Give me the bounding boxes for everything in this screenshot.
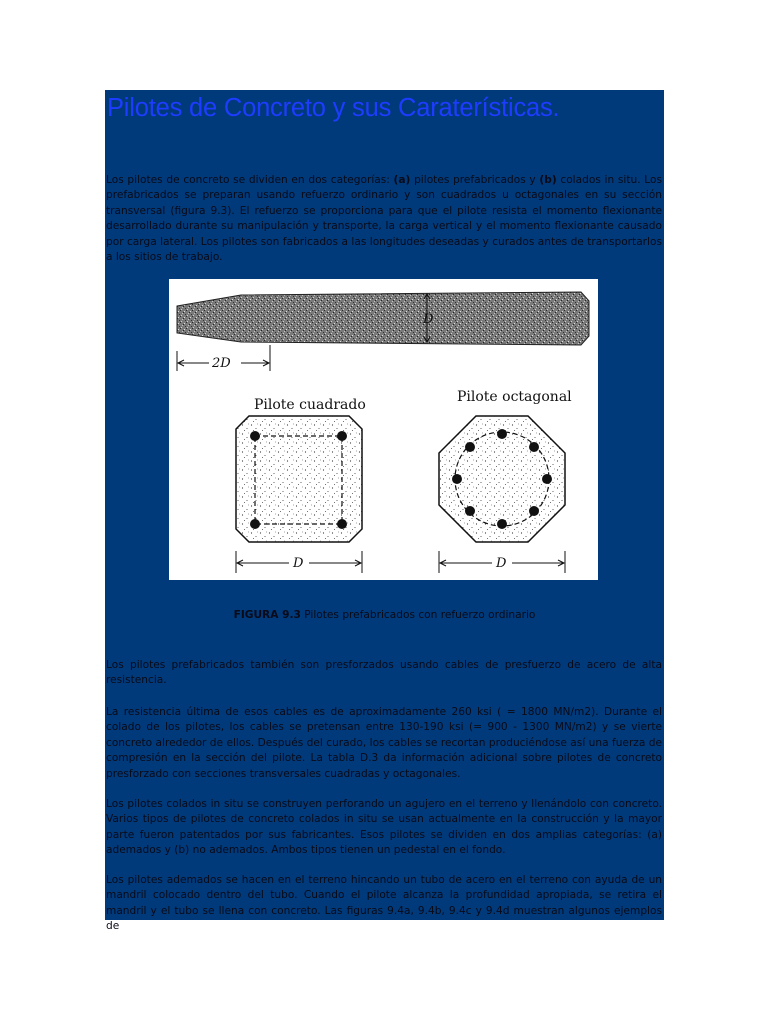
rebar-dot xyxy=(465,442,475,452)
paragraph-prestressed: Los pilotes prefabricados también son presforzados usando cables de presfuerzo de acero de alta resistencia. xyxy=(106,659,662,687)
caption-label: FIGURA 9.3 xyxy=(233,609,301,621)
rebar-dot xyxy=(529,506,539,516)
rebar-dot xyxy=(337,431,347,441)
square-dim-label: D xyxy=(293,556,304,571)
rebar-dot xyxy=(497,519,507,529)
rebar-dot xyxy=(465,506,475,516)
label-square-pile: Pilote cuadrado xyxy=(254,397,366,413)
rebar-dot xyxy=(529,442,539,452)
paragraph-cased-piles: Los pilotes ademados se hacen en el terreno hincando un tubo de acero en el terreno con ayuda de un mandril colocado dentro del tubo. Cuando el pilote alcanza la profundidad apropiada, se retira el mandril y el tubo se llena con concreto. Las figuras 9.4a, 9.4b, 9.4c y 9.4d muestran algunos ejemplos de xyxy=(106,874,662,933)
rebar-dot xyxy=(452,474,462,484)
figure-9-3 xyxy=(169,279,598,580)
label-octagonal-pile: Pilote octagonal xyxy=(457,389,572,405)
rebar-dot xyxy=(250,519,260,529)
octagonal-dim-label: D xyxy=(496,556,507,571)
rebar-dot xyxy=(497,429,507,439)
paragraph-intro xyxy=(106,173,662,265)
intro-text-2: pilotes prefabricados y xyxy=(410,174,540,186)
figure-caption xyxy=(105,609,664,621)
intro-label-a: (a) xyxy=(393,174,411,186)
pile-diagram xyxy=(169,279,598,580)
dim-2d-label: 2D xyxy=(212,356,231,371)
paragraph-cast-in-situ: Los pilotes colados in situ se construyen perforando un agujero en el terreno y llenándolo con concreto. Varios tipos de pilotes de concreto colados in situ se usan actualmente en la construcción y la mayor parte fueron patentados por sus fabricantes. Esos pilotes se dividen en dos amplias categorías: (a) ademados y (b) no ademados. Ambos tipos tienen un pedestal en el fondo. xyxy=(106,798,662,857)
paragraph-cables: La resistencia última de esos cables es de aproximadamente 260 ksi ( = 1800 MN/m2). Durante el colado de los pilotes, los cables se pretensan entre 130-190 ksi (= 900 - 1300 MN/m2) y se vierte concreto alrededor de ellos. Después del curado, los cables se recortan produciéndose así una fuerza de compresión en la sección del pilote. La tabla D.3 da información adicional sobre pilotes de concreto presforzado con secciones transversales cuadradas y octagonales. xyxy=(106,706,662,780)
rebar-dot xyxy=(542,474,552,484)
rebar-dot xyxy=(337,519,347,529)
octagonal-pile-section xyxy=(439,416,565,542)
page-title: Pilotes de Concreto y sus Caraterísticas. xyxy=(107,94,560,122)
pile-elevation xyxy=(177,292,589,345)
pile-dim-d: D xyxy=(423,312,434,327)
intro-text-1: Los pilotes de concreto se dividen en dos categorías: xyxy=(106,174,394,186)
intro-label-b: (b) xyxy=(539,174,557,186)
document-page xyxy=(105,90,664,933)
caption-text: Pilotes prefabricados con refuerzo ordinario xyxy=(300,609,536,621)
square-pile-section xyxy=(236,416,362,542)
intro-text-3: colados in situ. Los prefabricados se preparan usando refuerzo ordinario y son cuadrados u octagonales en su sección transversal (figura 9.3). El refuerzo se proporciona para que el pilote resista el momento flexionante desarrollado durante su manipulación y transporte, la carga vertical y el momento flexionante causado por carga lateral. Los pilotes son fabricados a las longitudes deseadas y curados antes de transportarlos a los sitios de trabajo. xyxy=(106,174,662,264)
rebar-dot xyxy=(250,431,260,441)
